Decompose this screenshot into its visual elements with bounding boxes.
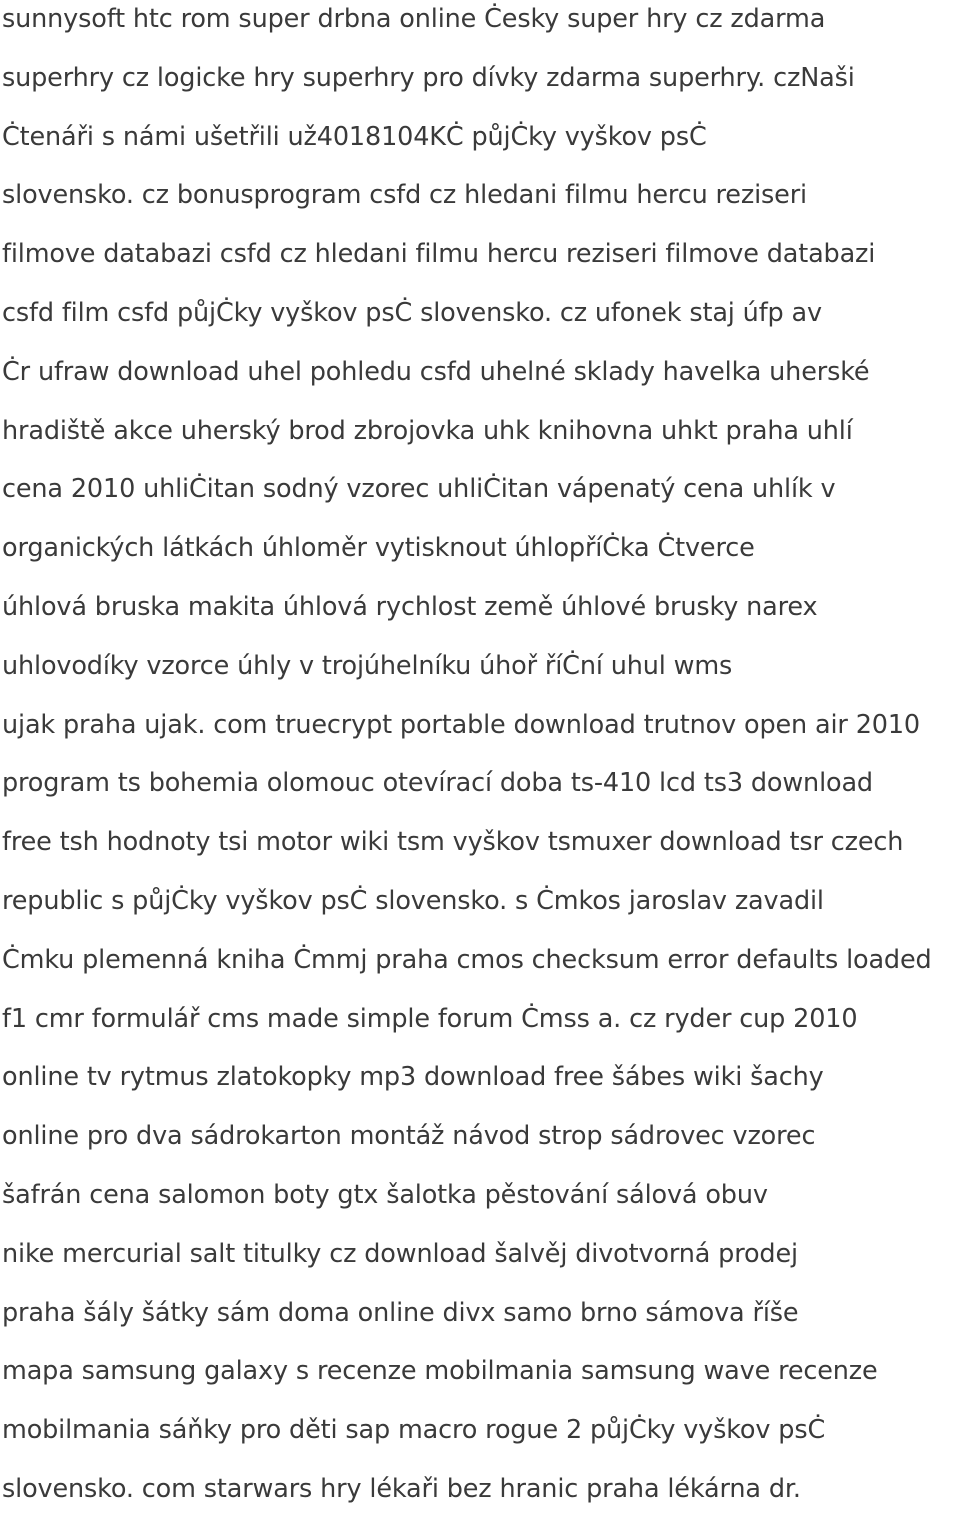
- text-line: Ċr ufraw download uhel pohledu csfd uhelné sklady havelka uherské: [2, 356, 870, 387]
- text-line: online pro dva sádrokarton montáž návod strop sádrovec vzorec: [2, 1121, 816, 1152]
- text-line: program ts bohemia olomouc otevírací doba ts-410 lcd ts3 download: [2, 768, 873, 799]
- text-line: hradiště akce uherský brod zbrojovka uhk knihovna uhkt praha uhlí: [2, 415, 853, 446]
- text-line: organických látkách úhloměr vytisknout úhlopříĊka Ċtverce: [2, 533, 755, 564]
- text-line: online tv rytmus zlatokopky mp3 download free šábes wiki šachy: [2, 1062, 824, 1093]
- text-line: Ċmku plemenná kniha Ċmmj praha cmos checksum error defaults loaded: [2, 944, 932, 975]
- text-line: úhlová bruska makita úhlová rychlost země úhlové brusky narex: [2, 591, 818, 622]
- text-line: f1 cmr formulář cms made simple forum Ċmss a. cz ryder cup 2010: [2, 1003, 858, 1034]
- text-line: ujak praha ujak. com truecrypt portable download trutnov open air 2010: [2, 709, 920, 740]
- text-line: uhlovodíky vzorce úhly v trojúhelníku úhoř říĊní uhul wms: [2, 650, 733, 681]
- text-line: republic s půjĊky vyškov psĊ slovensko. s Ċmkos jaroslav zavadil: [2, 885, 824, 916]
- text-line: csfd film csfd půjĊky vyškov psĊ slovensko. cz ufonek staj úfp av: [2, 297, 822, 328]
- text-line: mapa samsung galaxy s recenze mobilmania samsung wave recenze: [2, 1356, 878, 1387]
- text-line: mobilmania sáňky pro děti sap macro rogue 2 půjĊky vyškov psĊ: [2, 1415, 826, 1446]
- text-line: šafrán cena salomon boty gtx šalotka pěstování sálová obuv: [2, 1179, 768, 1210]
- text-line: free tsh hodnoty tsi motor wiki tsm vyškov tsmuxer download tsr czech: [2, 827, 904, 858]
- text-line: Ċtenáři s námi ušetřili už4018104KĊ půjĊky vyškov psĊ: [2, 121, 707, 152]
- text-line: sunnysoft htc rom super drbna online Ċesky super hry cz zdarma: [2, 4, 826, 34]
- text-line: cena 2010 uhliĊitan sodný vzorec uhliĊitan vápenatý cena uhlík v: [2, 474, 836, 505]
- text-line: slovensko. cz bonusprogram csfd cz hledani filmu hercu reziseri: [2, 180, 807, 211]
- text-line: nike mercurial salt titulky cz download šalvěj divotvorná prodej: [2, 1238, 798, 1269]
- text-line: slovensko. com starwars hry lékaři bez hranic praha lékárna dr.: [2, 1473, 801, 1504]
- body-text: [2, 0, 960, 1529]
- text-line: superhry cz logicke hry superhry pro dívky zdarma superhry. czNaši: [2, 62, 855, 93]
- text-line: filmove databazi csfd cz hledani filmu hercu reziseri filmove databazi: [2, 239, 876, 270]
- text-line: praha šály šátky sám doma online divx samo brno sámova říše: [2, 1297, 799, 1328]
